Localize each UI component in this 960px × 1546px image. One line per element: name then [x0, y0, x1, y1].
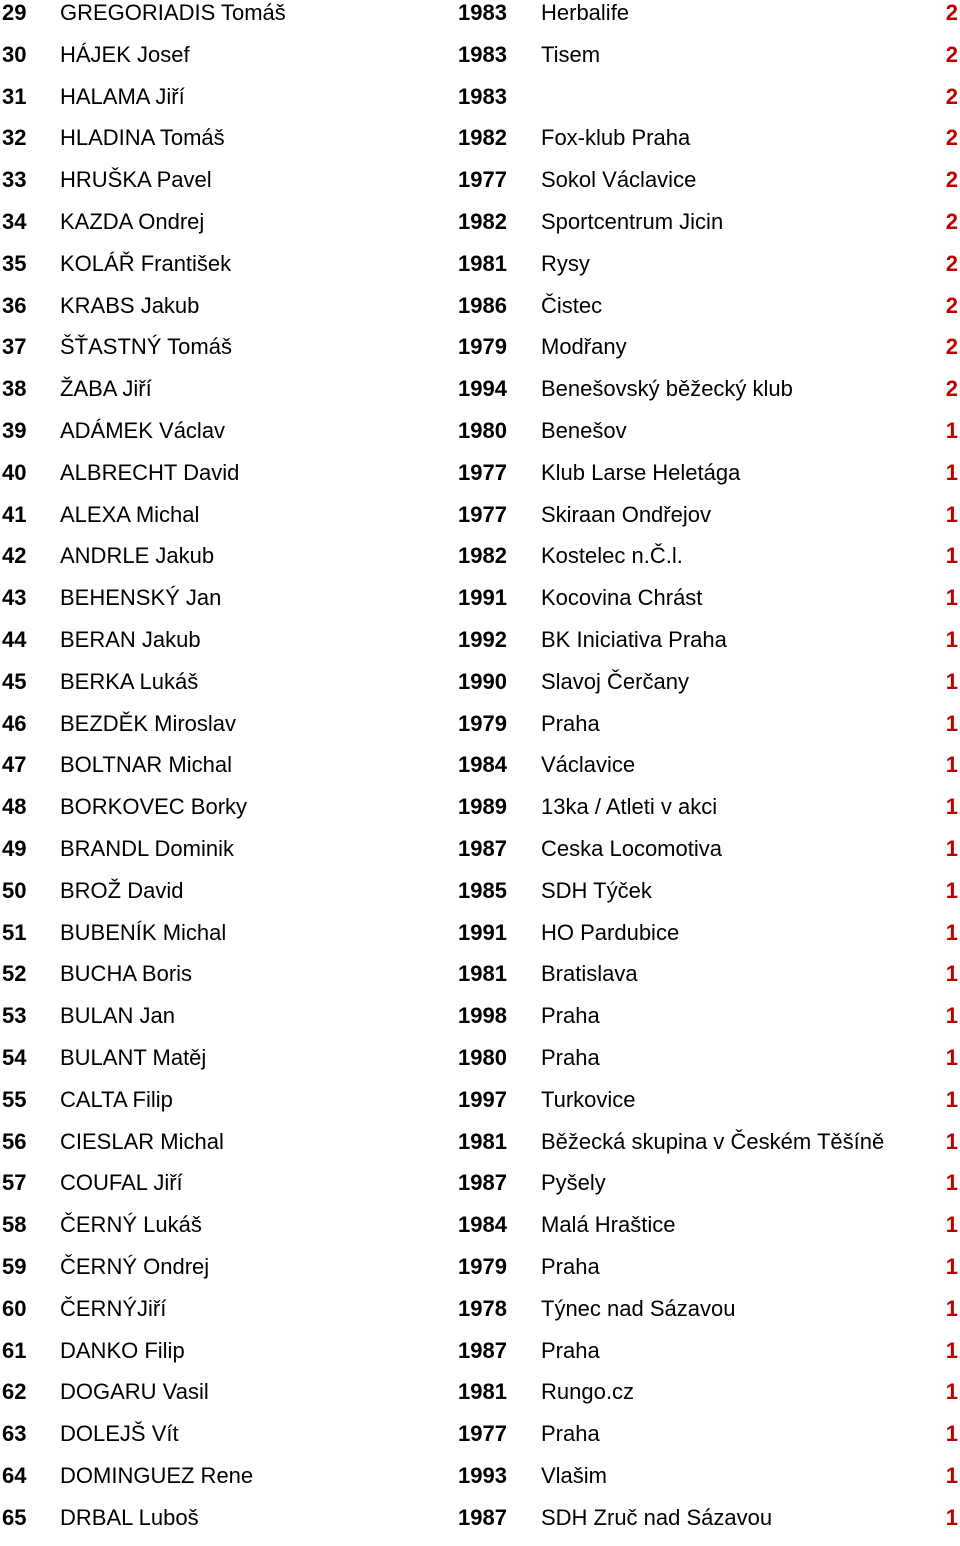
- name-cell: BEZDĚK Miroslav: [60, 710, 237, 736]
- club-cell: SDH Týček: [541, 877, 652, 903]
- year-cell: 1987: [458, 1504, 507, 1530]
- rank-cell: 60: [2, 1295, 27, 1321]
- year-cell: 1981: [458, 1128, 507, 1154]
- table-row: [0, 125, 960, 167]
- points-cell: 2: [945, 292, 958, 318]
- club-cell: Benešovský běžecký klub: [541, 376, 793, 402]
- points-cell: 2: [945, 167, 958, 193]
- table-row: [0, 1254, 960, 1296]
- rank-cell: 58: [2, 1212, 27, 1238]
- points-cell: 1: [945, 1086, 958, 1112]
- points-cell: 1: [945, 1253, 958, 1279]
- year-cell: 1993: [458, 1462, 507, 1488]
- name-cell: BEHENSKÝ Jan: [60, 585, 222, 611]
- year-cell: 1978: [458, 1295, 507, 1321]
- points-cell: 1: [945, 1128, 958, 1154]
- rank-cell: 36: [2, 292, 27, 318]
- name-cell: BERAN Jakub: [60, 626, 201, 652]
- table-row: [0, 502, 960, 544]
- table-row: [0, 543, 960, 585]
- rank-cell: 50: [2, 877, 27, 903]
- name-cell: HLADINA Tomáš: [60, 125, 225, 151]
- points-cell: 2: [945, 208, 958, 234]
- table-row: [0, 836, 960, 878]
- name-cell: DOMINGUEZ Rene: [60, 1462, 254, 1488]
- table-row: [0, 84, 960, 126]
- name-cell: ALEXA Michal: [60, 501, 200, 527]
- club-cell: Praha: [541, 1044, 600, 1070]
- name-cell: KOLÁŘ František: [60, 250, 232, 276]
- table-row: [0, 1003, 960, 1045]
- rank-cell: 40: [2, 459, 27, 485]
- rank-cell: 61: [2, 1337, 27, 1363]
- year-cell: 1977: [458, 501, 507, 527]
- club-cell: Kocovina Chrást: [541, 585, 703, 611]
- name-cell: ČERNÝ Lukáš: [60, 1212, 202, 1238]
- year-cell: 1984: [458, 752, 507, 778]
- name-cell: HÁJEK Josef: [60, 41, 190, 67]
- rank-cell: 43: [2, 585, 27, 611]
- club-cell: Herbalife: [541, 0, 630, 25]
- year-cell: 1987: [458, 1337, 507, 1363]
- points-cell: 1: [945, 501, 958, 527]
- year-cell: 1985: [458, 877, 507, 903]
- name-cell: ČERNÝ Ondrej: [60, 1253, 210, 1279]
- year-cell: 1979: [458, 1253, 507, 1279]
- points-cell: 1: [945, 1170, 958, 1196]
- name-cell: GREGORIADIS Tomáš: [60, 0, 286, 25]
- points-cell: 1: [945, 543, 958, 569]
- club-cell: Klub Larse Heletága: [541, 459, 741, 485]
- name-cell: BULANT Matěj: [60, 1044, 207, 1070]
- club-cell: Fox-klub Praha: [541, 125, 691, 151]
- points-cell: 1: [945, 1504, 958, 1530]
- rank-cell: 32: [2, 125, 27, 151]
- year-cell: 1981: [458, 250, 507, 276]
- name-cell: BROŽ David: [60, 877, 184, 903]
- table-row: [0, 1170, 960, 1212]
- club-cell: Tisem: [541, 41, 601, 67]
- year-cell: 1987: [458, 835, 507, 861]
- table-row: [0, 167, 960, 209]
- rank-cell: 57: [2, 1170, 27, 1196]
- rank-cell: 39: [2, 417, 27, 443]
- points-cell: 2: [945, 41, 958, 67]
- club-cell: Skiraan Ondřejov: [541, 501, 711, 527]
- rank-cell: 65: [2, 1504, 27, 1530]
- club-cell: 13ka / Atleti v akci: [541, 794, 718, 820]
- club-cell: Sokol Václavice: [541, 167, 697, 193]
- points-cell: 1: [945, 668, 958, 694]
- name-cell: ŠŤASTNÝ Tomáš: [60, 334, 232, 360]
- name-cell: HALAMA Jiří: [60, 83, 185, 109]
- rank-cell: 42: [2, 543, 27, 569]
- year-cell: 1983: [458, 0, 507, 25]
- year-cell: 1989: [458, 794, 507, 820]
- name-cell: KRABS Jakub: [60, 292, 200, 318]
- year-cell: 1980: [458, 1044, 507, 1070]
- rank-cell: 30: [2, 41, 27, 67]
- rank-cell: 53: [2, 1003, 27, 1029]
- name-cell: DRBAL Luboš: [60, 1504, 199, 1530]
- club-cell: HO Pardubice: [541, 919, 680, 945]
- points-cell: 1: [945, 1044, 958, 1070]
- rank-cell: 47: [2, 752, 27, 778]
- table-row: [0, 293, 960, 335]
- year-cell: 1998: [458, 1003, 507, 1029]
- rank-cell: 35: [2, 250, 27, 276]
- rank-cell: 44: [2, 626, 27, 652]
- club-cell: Rysy: [541, 250, 590, 276]
- year-cell: 1983: [458, 41, 507, 67]
- year-cell: 1984: [458, 1212, 507, 1238]
- table-row: [0, 1087, 960, 1129]
- name-cell: BORKOVEC Borky: [60, 794, 248, 820]
- rank-cell: 48: [2, 794, 27, 820]
- name-cell: CALTA Filip: [60, 1086, 173, 1112]
- name-cell: BRANDL Dominik: [60, 835, 235, 861]
- points-cell: 1: [945, 961, 958, 987]
- name-cell: BUBENÍK Michal: [60, 919, 227, 945]
- points-cell: 2: [945, 83, 958, 109]
- year-cell: 1994: [458, 376, 507, 402]
- club-cell: Běžecká skupina v Českém Těšíně: [541, 1128, 885, 1154]
- points-cell: 2: [945, 250, 958, 276]
- rank-cell: 46: [2, 710, 27, 736]
- name-cell: BUCHA Boris: [60, 961, 193, 987]
- table-row: [0, 1463, 960, 1505]
- name-cell: CIESLAR Michal: [60, 1128, 224, 1154]
- rank-cell: 49: [2, 835, 27, 861]
- club-cell: Václavice: [541, 752, 636, 778]
- table-row: [0, 1129, 960, 1171]
- year-cell: 1983: [458, 83, 507, 109]
- name-cell: ŽABA Jiří: [60, 376, 152, 402]
- year-cell: 1982: [458, 125, 507, 151]
- table-row: [0, 1421, 960, 1463]
- club-cell: Vlašim: [541, 1462, 608, 1488]
- name-cell: HRUŠKA Pavel: [60, 167, 212, 193]
- rank-cell: 38: [2, 376, 27, 402]
- year-cell: 1977: [458, 167, 507, 193]
- points-cell: 1: [945, 1337, 958, 1363]
- club-cell: Praha: [541, 1421, 600, 1447]
- table-row: [0, 1212, 960, 1254]
- points-cell: 1: [945, 1462, 958, 1488]
- name-cell: ANDRLE Jakub: [60, 543, 215, 569]
- points-cell: 1: [945, 459, 958, 485]
- club-cell: Sportcentrum Jicin: [541, 208, 724, 234]
- rank-cell: 29: [2, 0, 27, 25]
- year-cell: 1977: [458, 1421, 507, 1447]
- points-cell: 1: [945, 1295, 958, 1321]
- points-cell: 1: [945, 1003, 958, 1029]
- table-row: [0, 0, 960, 42]
- year-cell: 1977: [458, 459, 507, 485]
- rank-cell: 56: [2, 1128, 27, 1154]
- table-row: [0, 752, 960, 794]
- year-cell: 1979: [458, 334, 507, 360]
- year-cell: 1982: [458, 543, 507, 569]
- points-cell: 1: [945, 1212, 958, 1238]
- rank-cell: 55: [2, 1086, 27, 1112]
- name-cell: DANKO Filip: [60, 1337, 185, 1363]
- points-cell: 1: [945, 877, 958, 903]
- points-cell: 1: [945, 710, 958, 736]
- name-cell: KAZDA Ondrej: [60, 208, 205, 234]
- points-cell: 1: [945, 835, 958, 861]
- year-cell: 1992: [458, 626, 507, 652]
- table-row: [0, 1379, 960, 1421]
- points-cell: 1: [945, 919, 958, 945]
- club-cell: Turkovice: [541, 1086, 636, 1112]
- club-cell: Benešov: [541, 417, 627, 443]
- table-row: [0, 460, 960, 502]
- rank-cell: 54: [2, 1044, 27, 1070]
- name-cell: DOGARU Vasil: [60, 1379, 209, 1405]
- table-row: [0, 794, 960, 836]
- table-row: [0, 209, 960, 251]
- table-row: [0, 334, 960, 376]
- club-cell: Čistec: [541, 292, 603, 318]
- name-cell: BOLTNAR Michal: [60, 752, 232, 778]
- club-cell: Praha: [541, 1253, 600, 1279]
- club-cell: SDH Zruč nad Sázavou: [541, 1504, 773, 1530]
- club-cell: Praha: [541, 710, 600, 736]
- year-cell: 1986: [458, 292, 507, 318]
- name-cell: BERKA Lukáš: [60, 668, 199, 694]
- points-cell: 2: [945, 334, 958, 360]
- table-row: [0, 1296, 960, 1338]
- year-cell: 1980: [458, 417, 507, 443]
- rank-cell: 52: [2, 961, 27, 987]
- club-cell: Modřany: [541, 334, 627, 360]
- year-cell: 1981: [458, 1379, 507, 1405]
- name-cell: ADÁMEK Václav: [60, 417, 226, 443]
- year-cell: 1979: [458, 710, 507, 736]
- year-cell: 1982: [458, 208, 507, 234]
- table-row: [0, 878, 960, 920]
- club-cell: Týnec nad Sázavou: [541, 1295, 736, 1321]
- club-cell: Praha: [541, 1337, 600, 1363]
- points-cell: 2: [945, 125, 958, 151]
- table-row: [0, 627, 960, 669]
- points-cell: 1: [945, 626, 958, 652]
- club-cell: Malá Hraštice: [541, 1212, 676, 1238]
- table-row: [0, 669, 960, 711]
- year-cell: 1991: [458, 585, 507, 611]
- year-cell: 1997: [458, 1086, 507, 1112]
- table-row: [0, 418, 960, 460]
- rank-cell: 37: [2, 334, 27, 360]
- rank-cell: 31: [2, 83, 27, 109]
- points-cell: 1: [945, 1421, 958, 1447]
- club-cell: Pyšely: [541, 1170, 606, 1196]
- name-cell: COUFAL Jiří: [60, 1170, 183, 1196]
- year-cell: 1987: [458, 1170, 507, 1196]
- table-row: [0, 1338, 960, 1380]
- table-row: [0, 920, 960, 962]
- table-row: [0, 251, 960, 293]
- name-cell: ČERNÝJiří: [60, 1295, 167, 1321]
- table-row: [0, 42, 960, 84]
- points-cell: 2: [945, 376, 958, 402]
- year-cell: 1981: [458, 961, 507, 987]
- points-cell: 1: [945, 585, 958, 611]
- rank-cell: 64: [2, 1462, 27, 1488]
- club-cell: Praha: [541, 1003, 600, 1029]
- club-cell: Slavoj Čerčany: [541, 668, 689, 694]
- club-cell: Ceska Locomotiva: [541, 835, 722, 861]
- club-cell: BK Iniciativa Praha: [541, 626, 727, 652]
- rank-cell: 33: [2, 167, 27, 193]
- year-cell: 1990: [458, 668, 507, 694]
- name-cell: ALBRECHT David: [60, 459, 240, 485]
- name-cell: BULAN Jan: [60, 1003, 175, 1029]
- table-row: [0, 376, 960, 418]
- rank-cell: 62: [2, 1379, 27, 1405]
- table-row: [0, 585, 960, 627]
- table-row: [0, 1505, 960, 1546]
- rank-cell: 63: [2, 1421, 27, 1447]
- rank-cell: 41: [2, 501, 27, 527]
- table-row: [0, 711, 960, 753]
- table-row: [0, 961, 960, 1003]
- rank-cell: 34: [2, 208, 27, 234]
- rank-cell: 45: [2, 668, 27, 694]
- club-cell: Rungo.cz: [541, 1379, 634, 1405]
- name-cell: DOLEJŠ Vít: [60, 1421, 179, 1447]
- points-cell: 2: [945, 0, 958, 25]
- points-cell: 1: [945, 1379, 958, 1405]
- club-cell: Kostelec n.Č.l.: [541, 543, 683, 569]
- points-cell: 1: [945, 417, 958, 443]
- club-cell: Bratislava: [541, 961, 638, 987]
- points-cell: 1: [945, 794, 958, 820]
- table-row: [0, 1045, 960, 1087]
- rank-cell: 59: [2, 1253, 27, 1279]
- points-cell: 1: [945, 752, 958, 778]
- year-cell: 1991: [458, 919, 507, 945]
- rank-cell: 51: [2, 919, 27, 945]
